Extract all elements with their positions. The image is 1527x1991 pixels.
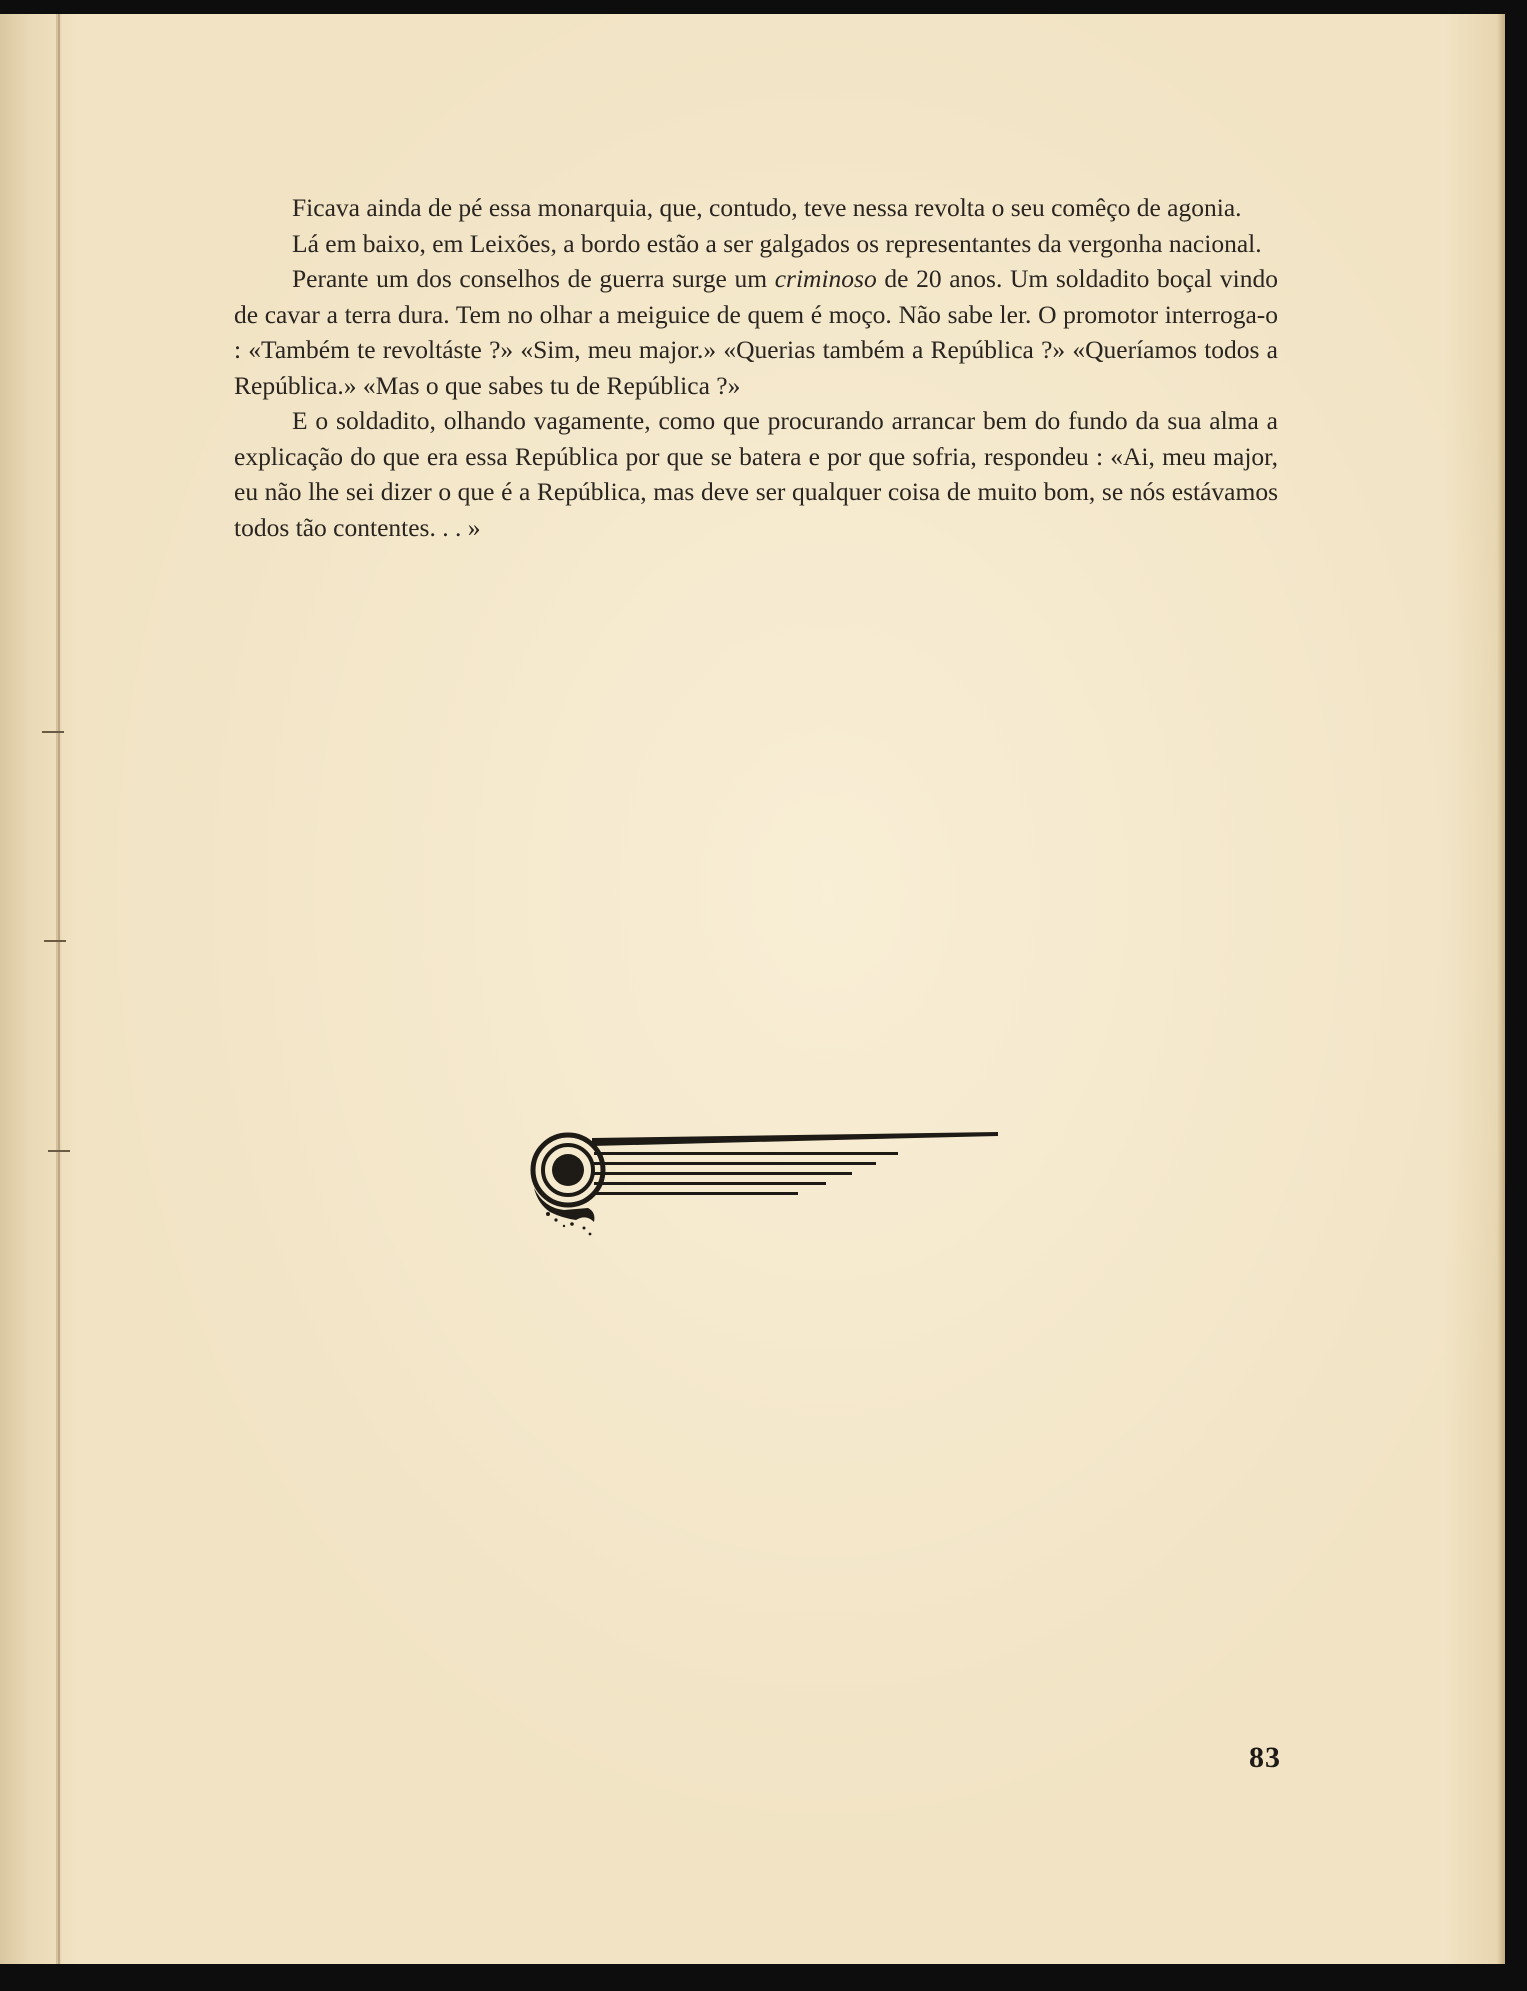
- speed-lines-ornament-icon: [528, 1122, 1004, 1240]
- paragraph-4: E o soldadito, olhando vagamente, como que procurando arrancar bem do fundo da sua alma a explicação do que era essa República por que se batera e por que sofria, respondeu : «Ai, meu major, eu não lhe sei dizer o que é a República, mas deve ser qualquer coisa de muito bom, se nós estávamos todos tão contentes. . . »: [234, 406, 1278, 542]
- margin-mark: [42, 731, 64, 733]
- body-text: [234, 190, 1278, 545]
- margin-mark: [48, 1150, 70, 1152]
- page-edge: [1497, 14, 1505, 1964]
- paragraph-1: Ficava ainda de pé essa monarquia, que, contudo, teve nessa revolta o seu comêço de agonia.: [292, 193, 1242, 222]
- paragraph-3-start: Perante um dos conselhos de guerra surge um: [292, 264, 775, 293]
- paragraph-2: Lá em baixo, em Leixões, a bordo estão a ser galgados os representantes da vergonha nacional.: [292, 228, 1262, 258]
- page-number: 83: [1249, 1741, 1281, 1774]
- paragraph-3: [234, 261, 1278, 403]
- emphasis-word: criminoso: [774, 264, 877, 293]
- book-page: [0, 14, 1505, 1964]
- paragraph-3-end: de 20 anos. Um soldadito boçal vindo de cavar a terra dura. Tem no olhar a meiguice de quem é moço. Não sabe ler. O promotor interroga-o : «Também te revoltáste ?» «Sim, meu major.» «Querias também a República ?» «Queríamos todos a República.» «Mas o que sabes tu de República ?»: [234, 264, 1278, 400]
- margin-mark: [44, 940, 66, 942]
- gutter-line: [58, 14, 60, 1964]
